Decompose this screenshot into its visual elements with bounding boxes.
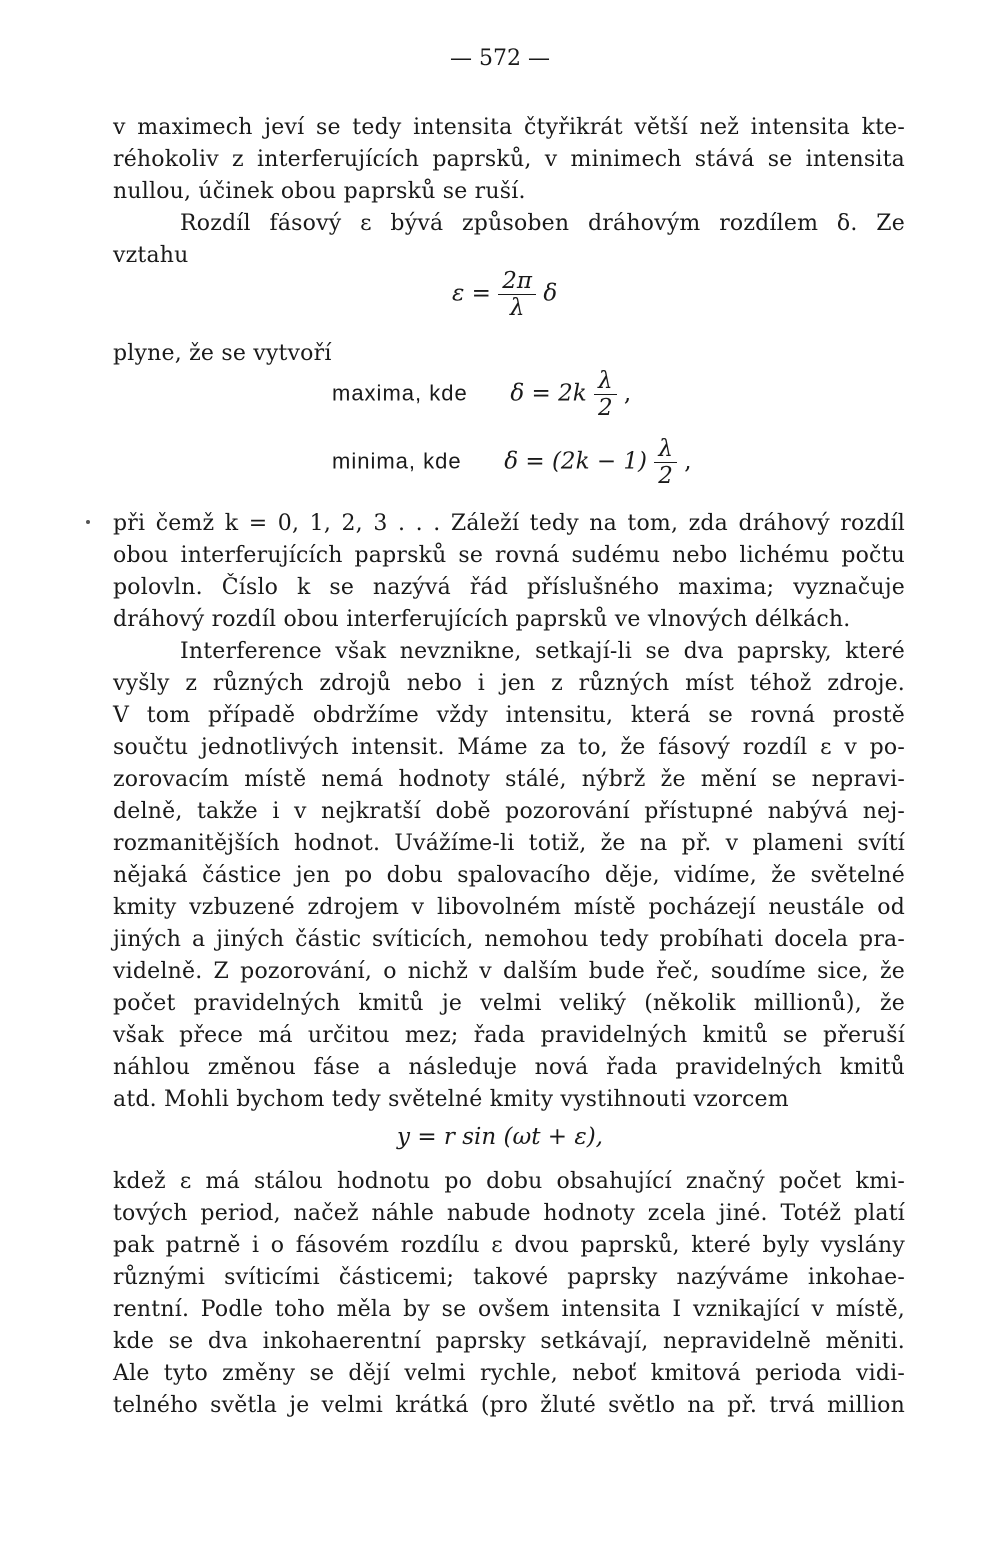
equation-minima	[332, 436, 692, 489]
text-line: součtu jednotlivých intensit. Máme za to, že fásový rozdíl ε v po-	[113, 735, 905, 760]
text-line: dráhový rozdíl obou interferujících paprsků ve vlnových délkách.	[113, 607, 851, 632]
minima-fraction	[654, 436, 677, 489]
text-line: počet pravidelných kmitů je velmi veliký (několik millionů), že	[113, 991, 905, 1016]
fraction-numerator: λ	[594, 368, 617, 395]
text-line: atd. Mohli bychom tedy světelné kmity vystihnouti vzorcem	[113, 1087, 789, 1112]
maxima-trail: ,	[623, 380, 632, 407]
equation-maxima	[332, 368, 631, 421]
maxima-fraction	[594, 368, 617, 421]
fraction-denominator: 2	[658, 463, 673, 489]
text-line: réhokoliv z interferujících paprsků, v minimech stává se intensita	[113, 147, 905, 172]
minima-trail: ,	[684, 448, 692, 475]
text-line: zorovacím místě nemá hodnoty stálé, nýbrž že mění se nepravi-	[113, 767, 905, 792]
text-line: tových period, načež náhle nabude hodnoty zcela jiné. Totéž platí	[113, 1201, 905, 1226]
maxima-label: maxima, kde	[332, 380, 468, 406]
equation-wave: y = r sin (ωt + ε),	[397, 1124, 603, 1150]
text-line: obou interferujících paprsků se rovná sudému nebo lichému počtu	[113, 543, 905, 568]
text-line: telného světla je velmi krátká (pro žluté světlo na př. trvá million	[113, 1393, 905, 1418]
text-line: Rozdíl fásový ε bývá způsoben dráhovým rozdílem δ. Ze	[180, 211, 905, 236]
text-line: jiných a jiných částic svíticích, nemohou tedy probíhati docela pra-	[113, 927, 905, 952]
margin-mark	[86, 520, 90, 524]
text-line: při čemž k = 0, 1, 2, 3 . . . Záleží tedy na tom, zda dráhový rozdíl	[113, 511, 905, 536]
text-line: však přece má určitou mez; řada pravidelných kmitů se přeruší	[113, 1023, 905, 1048]
text-line: nullou, účinek obou paprsků se ruší.	[113, 179, 526, 204]
text-line: vztahu	[113, 243, 189, 268]
text-line: pak patrně i o fásovém rozdílu ε dvou paprsků, které byly vyslány	[113, 1233, 905, 1258]
text-line: rentní. Podle toho měla by se ovšem intensita I vznikající v místě,	[113, 1297, 905, 1322]
text-line: polovln. Číslo k se nazývá řád příslušného maxima; vyznačuje	[113, 575, 905, 600]
page-number: — 572 —	[450, 46, 550, 71]
maxima-expr: δ = 2k	[510, 380, 587, 407]
text-line: nějaká částice jen po dobu spalovacího děje, vidíme, že světelné	[113, 863, 905, 888]
text-line: náhlou změnou fáse a následuje nová řada pravidelných kmitů	[113, 1055, 905, 1080]
text-line: Ale tyto změny se dějí velmi rychle, neboť kmitová perioda vidi-	[113, 1361, 905, 1386]
text-line: vyšly z různých zdrojů nebo i jen z různých míst téhož zdroje.	[113, 671, 905, 696]
text-line: kdež ε má stálou hodnotu po dobu obsahující značný počet kmi-	[113, 1169, 905, 1194]
equation-lhs: ε =	[452, 280, 491, 307]
fraction-numerator: λ	[654, 436, 677, 463]
fraction-denominator: 2	[597, 395, 613, 421]
text-line: rozmanitějších hodnot. Uvážíme-li totiž, že na př. v plameni svítí	[113, 831, 905, 856]
text-line: videlně. Z pozorování, o nichž v dalším bude řeč, soudíme sice, že	[113, 959, 905, 984]
text-line: Interference však nevznikne, setkají-li se dva paprsky, které	[180, 639, 905, 664]
equation-rhs: δ	[543, 280, 558, 307]
minima-label: minima, kde	[332, 448, 462, 474]
text-line: kde se dva inkohaerentní paprsky setkávají, nepravidelně měniti.	[113, 1329, 905, 1354]
text-line: delně, takže i v nejkratší době pozorování přístupné nabývá nej-	[113, 799, 905, 824]
equation-fraction	[498, 268, 536, 321]
minima-expr: δ = (2k − 1)	[504, 448, 648, 475]
fraction-numerator: 2π	[498, 268, 536, 295]
text-line: kmity vzbuzené zdrojem v libovolném místě pocházejí neustále od	[113, 895, 905, 920]
fraction-denominator: λ	[509, 295, 525, 321]
text-line: plyne, že se vytvoří	[113, 341, 332, 366]
equation-phase	[452, 268, 557, 321]
text-line: V tom případě obdržíme vždy intensitu, která se rovná prostě	[113, 703, 905, 728]
text-line: v maximech jeví se tedy intensita čtyřikrát větší než intensita kte-	[113, 115, 905, 140]
text-line: různými svíticími částicemi; takové paprsky nazýváme inkohae-	[113, 1265, 905, 1290]
